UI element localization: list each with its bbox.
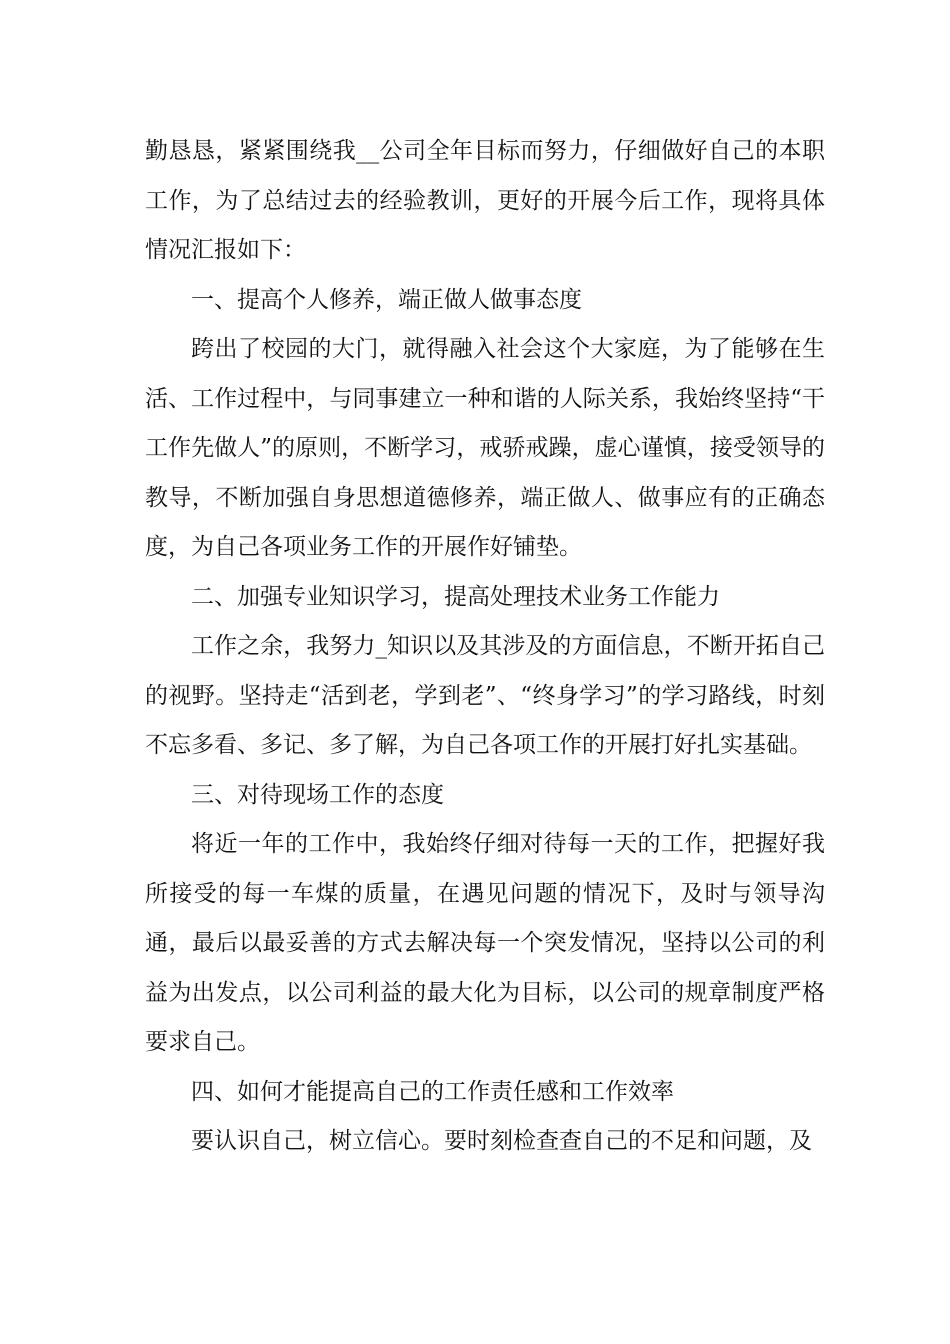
section-heading-3: 三、对待现场工作的态度 [191, 781, 444, 808]
section-heading-4: 四、如何才能提高自己的工作责任感和工作效率 [191, 1078, 674, 1105]
paragraph-section-4: 要认识自己，树立信心。要时刻检查查自己的不足和问题，及 [191, 1128, 812, 1154]
paragraph-section-1: 跨出了校园的大门，就得融入社会这个大家庭，为了能够在生活、工作过程中，与同事建立一种和谐的人际关系，我始终坚持“干工作先做人”的原则，不断学习，戒骄戒躁，虚心谨慎，接受领导的教导，不断加强自身思想道德修养，端正做人、做事应有的正确态度，为自己各项业务工作的开展作好铺垫。 [145, 336, 825, 560]
paragraph-section-2: 工作之余，我努力_知识以及其涉及的方面信息，不断开拓自己的视野。坚持走“活到老，学到老”、“终身学习”的学习路线，时刻不忘多看、多记、多了解，为自己各项工作的开展打好扎实基础。 [145, 633, 825, 758]
section-heading-1: 一、提高个人修养，端正做人做事态度 [191, 286, 582, 313]
document-body [145, 127, 825, 1167]
paragraph-intro: 勤恳恳，紧紧围绕我__公司全年目标而努力，仔细做好自己的本职工作，为了总结过去的经验教训，更好的开展今后工作，现将具体情况汇报如下： [145, 138, 825, 263]
section-heading-2: 二、加强专业知识学习，提高处理技术业务工作能力 [191, 583, 720, 610]
paragraph-section-3: 将近一年的工作中，我始终仔细对待每一天的工作，把握好我所接受的每一车煤的质量，在遇见问题的情况下，及时与领导沟通，最后以最妥善的方式去解决每一个突发情况，坚持以公司的利益为出发点，以公司利益的最大化为目标，以公司的规章制度严格要求自己。 [145, 831, 825, 1055]
